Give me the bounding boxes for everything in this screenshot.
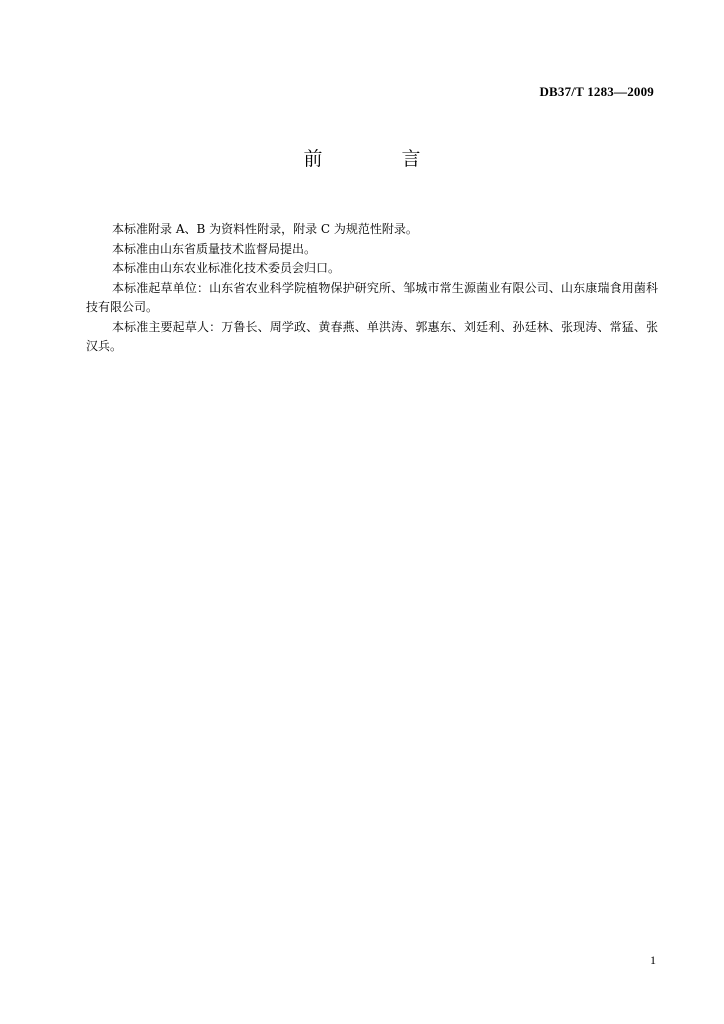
paragraph-technical-committee: 本标准由山东农业标准化技术委员会归口。 (112, 261, 341, 275)
paragraph-appendix-note: 本标准附录 A、B 为资料性附录，附录 C 为规范性附录。 (112, 222, 418, 236)
paragraph-drafting-units: 本标准起草单位：山东省农业科学院植物保护研究所、邹城市常生源菌业有限公司、山东康瑞食用菌科技有限公司。 (86, 280, 658, 314)
page-number: 1 (650, 953, 656, 967)
paragraph-drafters: 本标准主要起草人：万鲁长、周学政、黄春燕、单洪涛、郭惠东、刘廷利、孙廷林、张现涛、常猛、张汉兵。 (86, 319, 658, 353)
foreword-body (86, 220, 658, 357)
standard-code: DB37/T 1283—2009 (539, 84, 654, 99)
page-title: 前 言 (303, 148, 451, 170)
paragraph-proposer: 本标准由山东省质量技术监督局提出。 (112, 241, 317, 256)
